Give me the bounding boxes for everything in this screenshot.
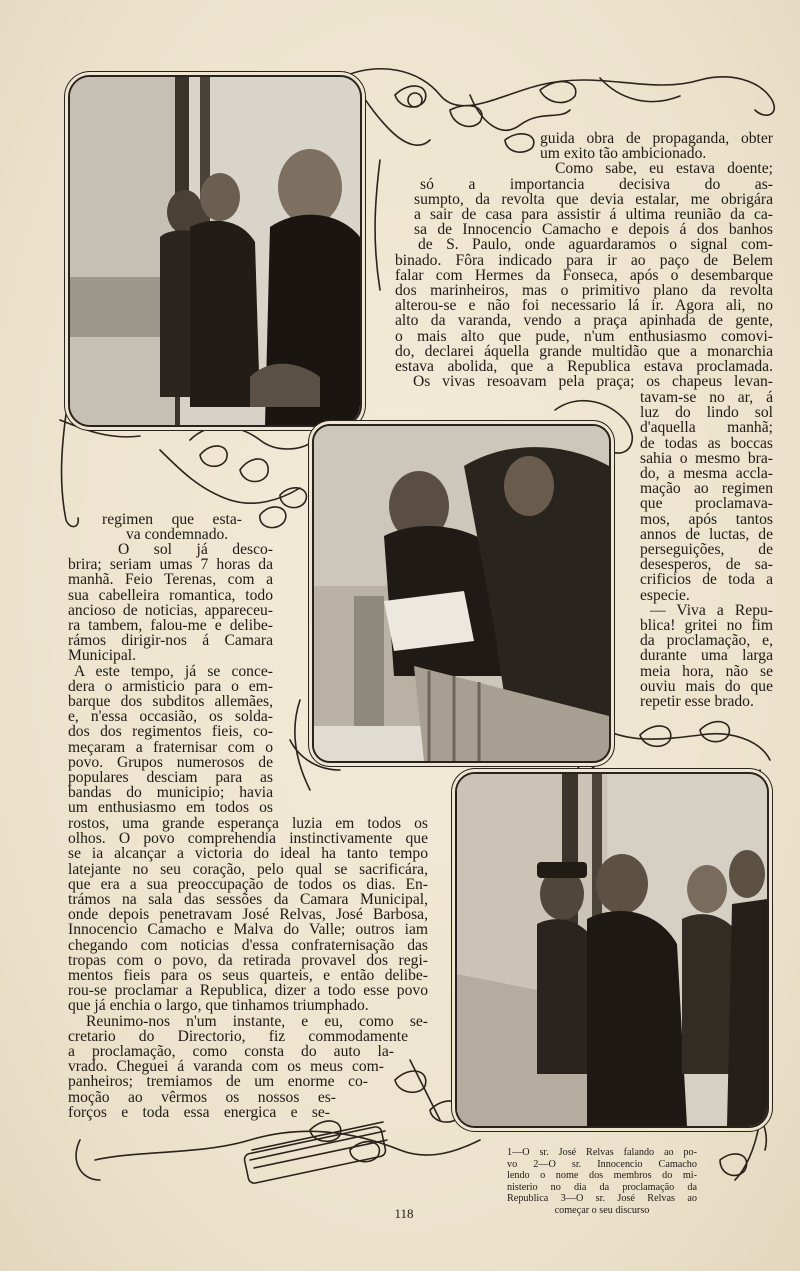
text-line: annos de luctas, de (640, 525, 773, 543)
text-line: Como sabe, eu estava doente; (555, 160, 773, 178)
text-line: manhã. Feio Terenas, com a (68, 571, 273, 589)
text-line: alterou-se e não foi necessario lá ir. Agora ali, no (395, 297, 773, 315)
text-line: chegando com noticias d'essa confraternisação das (68, 936, 428, 954)
article-column-left (68, 542, 273, 816)
article-column-right-narrow (640, 390, 773, 709)
text-line: que já enchia o largo, que tinhamos triumphado. (68, 997, 369, 1015)
text-line: — Viva a Repu- (650, 601, 773, 619)
caption-line: começar o seu discurso (554, 1204, 650, 1216)
text-line: mação ao regimen (640, 480, 773, 498)
text-line: d'aquella manhã; (640, 419, 773, 437)
text-line: só a importancia decisiva do as- (420, 175, 773, 193)
text-line: tavam-se no ar, á (640, 389, 773, 406)
text-line: se ia alcançar a victoria do ideal ha tanto tempo (68, 845, 428, 863)
text-line: dos marinheiros, mas o primitivo plano da revolta (395, 282, 773, 300)
text-line: durante uma larga (640, 647, 773, 665)
text-line: populares desciam para as (68, 769, 273, 787)
text-line: barque dos subditos allemães, (68, 693, 273, 711)
text-line: ra tambem, falou-me e delibe- (68, 617, 273, 635)
text-line: tropas com o povo, da retirada provavel dos regi- (68, 951, 428, 969)
article-column-left-start (102, 512, 242, 542)
text-line: cretario do Directorio, fiz commodamente (68, 1027, 408, 1045)
text-line: a proclamação, como consta do auto la- (68, 1043, 394, 1061)
text-line: repetir esse brado. (640, 693, 754, 711)
photo-relvas-beginning-speech (455, 772, 769, 1128)
text-line: rámos dirigir-nos á Camara (68, 632, 273, 650)
photo-camacho-reading (312, 424, 611, 763)
text-line: que proclamava- (640, 495, 773, 513)
text-line: sumpto, da revolta que devia estalar, me obrigára (414, 190, 773, 208)
text-line: va condemnado. (126, 526, 229, 544)
text-line: Municipal. (68, 647, 136, 665)
text-line: sua cabelleira romantica, todo (68, 586, 273, 604)
text-line: dera o armisticio para o em- (68, 677, 273, 695)
text-line: mentos fieis para os seus quarteis, e então delibe- (68, 967, 428, 985)
text-line: olhos. O povo comprehendia instinctivamente que (68, 830, 428, 848)
text-line: de S. Paulo, onde aguardaramos o signal com- (418, 236, 773, 254)
text-line: onde depois penetravam José Relvas, José Barbosa, (68, 906, 428, 924)
text-line: trámos na sala das sessões da Camara Municipal, (68, 891, 428, 909)
text-line: ancioso de noticias, appareceu- (68, 601, 273, 619)
text-line: rostos, uma grande esperança luzia em todos os (68, 815, 428, 832)
text-line: Reunimo-nos n'um instante, e eu, como se- (86, 1012, 428, 1030)
text-line: moção ao vêrmos os nossos es- (68, 1088, 336, 1106)
article-column-bottom (68, 816, 428, 1120)
text-line: rou-se proclamar a Republica, dizer a todo esse povo (68, 982, 428, 1000)
caption-line: lendo o nome dos membros do mi- (507, 1170, 697, 1182)
text-line: brira; seriam umas 7 horas da (68, 556, 273, 574)
text-line: forços e toda essa energica e se- (68, 1103, 330, 1121)
text-line: desesperos, de sa- (640, 556, 773, 574)
text-line: Os vivas resoavam pela praça; os chapeus levan- (413, 373, 773, 391)
text-line: um exito tão ambicionado. (540, 145, 707, 163)
text-line: falar com Hermes da Fonseca, após o desembarque (395, 266, 773, 284)
text-line: meçaram a fraternisar com o (68, 738, 273, 756)
text-line: sahia o mesmo bra- (640, 449, 773, 467)
text-line: ouviu mais do que (640, 677, 773, 695)
text-line: A este tempo, já se conce- (74, 662, 273, 680)
text-line: panheiros; tremiamos de um enorme co- (68, 1073, 368, 1091)
page-number: 118 (394, 1206, 414, 1221)
text-line: alto da varanda, vendo a praça apinhada de gente, (395, 312, 773, 330)
text-line: sa de Innocencio Camacho e depois á dos banhos (414, 221, 773, 239)
text-line: povo. Grupos numerosos de (68, 753, 273, 771)
text-line: Innocencio Camacho e Malva do Valle; outros iam (68, 921, 428, 939)
text-line: meia hora, não se (640, 662, 773, 680)
text-line: um enthusiasmo em todos os (68, 799, 273, 817)
text-line: binado. Fôra indicado para ir ao paço de Belem (395, 251, 773, 269)
caption-line: vo 2—O sr. Innocencio Camacho (507, 1158, 697, 1170)
text-line: a sair de casa para assistir á ultima reunião da ca- (414, 206, 773, 224)
text-line: guida obra de propaganda, obter (540, 130, 773, 147)
article-column-top-right (395, 131, 773, 389)
text-line: regimen que esta- (102, 511, 242, 528)
text-line: de todas as boccas (640, 434, 773, 452)
caption-line: nisterio no dia da proclamação da (507, 1181, 697, 1193)
text-line: latejante no seu coração, pelo qual se sacrificára, (68, 860, 428, 878)
text-line: O sol já desco- (118, 541, 273, 558)
caption-line: Republica 3—O sr. José Relvas ao (507, 1193, 697, 1205)
text-line: que era a sua preoccupação de todos os dias. En- (68, 875, 428, 893)
text-line: vrado. Cheguei á varanda com os meus com- (68, 1058, 384, 1076)
text-line: do, a mesma accla- (640, 465, 773, 483)
text-line: luz do lindo sol (640, 404, 773, 422)
photo-caption (507, 1147, 697, 1217)
photo-relvas-speaking (68, 75, 362, 427)
text-line: bandas do municipio; havia (68, 784, 273, 802)
text-line: dos dos regimentos fieis, co- (68, 723, 273, 741)
caption-line: 1—O sr. José Relvas falando ao po- (507, 1147, 697, 1158)
text-line: e, n'essa occasião, os solda- (68, 708, 273, 726)
text-line: especie. (640, 586, 690, 604)
text-line: crificios de toda a (640, 571, 773, 589)
text-line: mos, após tantos (640, 510, 773, 528)
text-line: do, declarei áquella grande multidão que a monarchia (395, 342, 773, 360)
text-line: perseguições, de (640, 541, 773, 559)
text-line: o mais alto que pude, n'um enthusiasmo comovi- (395, 327, 773, 345)
text-line: blica! gritei no fim (640, 617, 773, 635)
text-line: estava abolida, que a Republica estava proclamada. (395, 358, 773, 376)
text-line: da proclamação, e, (640, 632, 773, 650)
